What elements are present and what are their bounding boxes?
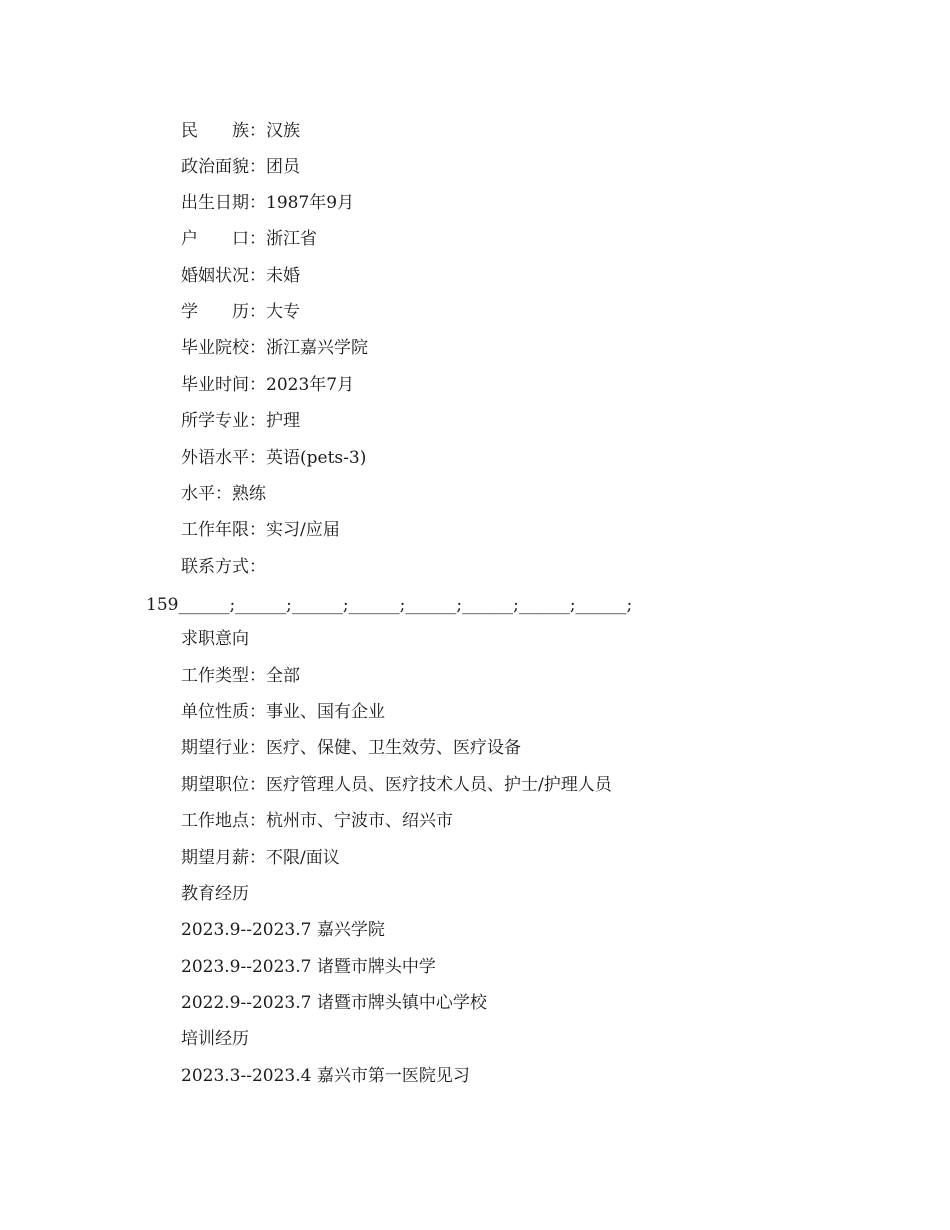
language-level-line: 外语水平：英语(pets-3) (181, 448, 367, 468)
graduate-school-line: 毕业院校：浙江嘉兴学院 (181, 338, 368, 358)
education-item: 2022.9--2023.7 诸暨市牌头镇中心学校 (181, 993, 487, 1013)
job-type-line: 工作类型：全部 (181, 666, 300, 686)
work-location-line: 工作地点：杭州市、宁波市、绍兴市 (181, 811, 453, 831)
household-line: 户 口：浙江省 (181, 229, 317, 249)
education-item: 2023.9--2023.7 诸暨市牌头中学 (181, 957, 436, 977)
training-item: 2023.3--2023.4 嘉兴市第一医院见习 (181, 1066, 470, 1086)
section-heading-education: 教育经历 (181, 884, 249, 904)
education-level-line: 学 历：大专 (181, 302, 300, 322)
political-status-line: 政治面貌：团员 (181, 157, 300, 177)
major-line: 所学专业：护理 (181, 411, 300, 431)
desired-salary-line: 期望月薪：不限/面议 (181, 848, 340, 868)
section-heading-job-intent: 求职意向 (181, 629, 249, 649)
contact-label: 联系方式： (181, 557, 266, 577)
section-heading-training: 培训经历 (181, 1029, 249, 1049)
education-item: 2023.9--2023.7 嘉兴学院 (181, 920, 385, 940)
work-years-line: 工作年限：实习/应届 (181, 520, 340, 540)
ethnicity-line: 民 族：汉族 (181, 121, 300, 141)
birth-date-line: 出生日期：1987年9月 (181, 193, 355, 213)
graduation-date-line: 毕业时间：2023年7月 (181, 375, 355, 395)
company-type-line: 单位性质：事业、国有企业 (181, 702, 385, 722)
marital-status-line: 婚姻状况：未婚 (181, 266, 300, 286)
desired-position-line: 期望职位：医疗管理人员、医疗技术人员、护士/护理人员 (181, 775, 612, 795)
phone-number: 159______;______;______;______;______;______;______;______; (146, 595, 633, 615)
skill-level-line: 水平：熟练 (181, 484, 266, 504)
desired-industry-line: 期望行业：医疗、保健、卫生效劳、医疗设备 (181, 738, 521, 758)
